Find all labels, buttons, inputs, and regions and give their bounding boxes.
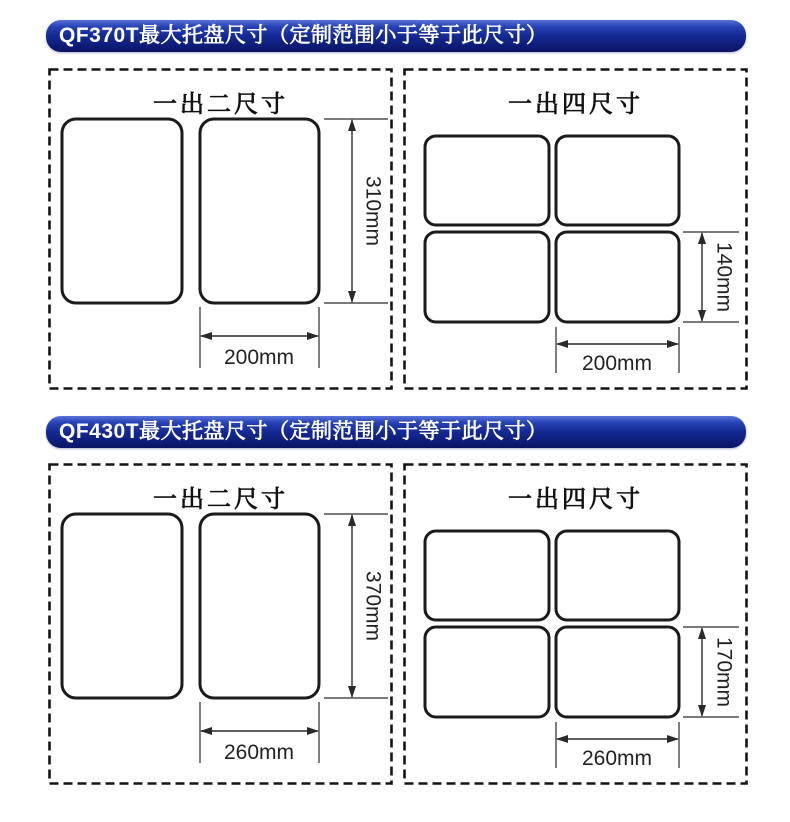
tray-outline bbox=[425, 232, 549, 322]
height-dim-label: 310mm bbox=[361, 175, 385, 247]
tray-outline bbox=[62, 119, 182, 303]
width-dimension bbox=[556, 722, 679, 770]
panel-qf370t-four-up bbox=[403, 68, 748, 390]
panel-qf430t-two-up bbox=[48, 463, 393, 785]
width-dim-label: 200mm bbox=[581, 352, 653, 375]
section-header-qf430t: QF430T最大托盘尺寸（定制范围小于等于此尺寸） bbox=[46, 416, 746, 448]
tray-outline bbox=[556, 136, 679, 225]
tray-outline bbox=[556, 232, 679, 322]
tray-outline bbox=[425, 136, 549, 225]
width-dim-label: 200mm bbox=[223, 346, 295, 369]
tray-outline bbox=[556, 531, 679, 620]
tray-outline bbox=[425, 627, 549, 717]
width-dimension bbox=[200, 702, 319, 764]
tray-outline bbox=[200, 119, 319, 303]
height-dimension bbox=[324, 119, 388, 303]
panel-title: 一出四尺寸 bbox=[508, 486, 643, 513]
tray-outline bbox=[200, 514, 319, 698]
height-dimension bbox=[683, 232, 739, 322]
tray-outline bbox=[556, 627, 679, 717]
tray-outline bbox=[425, 531, 549, 620]
panel-row-qf370t bbox=[48, 68, 748, 390]
panel-title: 一出二尺寸 bbox=[153, 486, 288, 513]
panel-qf370t-two-up bbox=[48, 68, 393, 390]
tray-outline bbox=[62, 514, 182, 698]
height-dimension bbox=[324, 514, 388, 698]
panel-qf430t-four-up bbox=[403, 463, 748, 785]
panel-title: 一出四尺寸 bbox=[508, 91, 643, 118]
height-dimension bbox=[683, 627, 739, 717]
section-header-qf370t: QF370T最大托盘尺寸（定制范围小于等于此尺寸） bbox=[46, 20, 746, 52]
panel-row-qf430t bbox=[48, 463, 748, 785]
width-dim-label: 260mm bbox=[581, 747, 653, 770]
height-dim-label: 170mm bbox=[712, 636, 736, 708]
height-dim-label: 370mm bbox=[361, 570, 385, 642]
height-dim-label: 140mm bbox=[712, 241, 736, 313]
width-dimension bbox=[556, 327, 679, 375]
width-dimension bbox=[200, 307, 319, 369]
width-dim-label: 260mm bbox=[223, 741, 295, 764]
panel-title: 一出二尺寸 bbox=[153, 91, 288, 118]
